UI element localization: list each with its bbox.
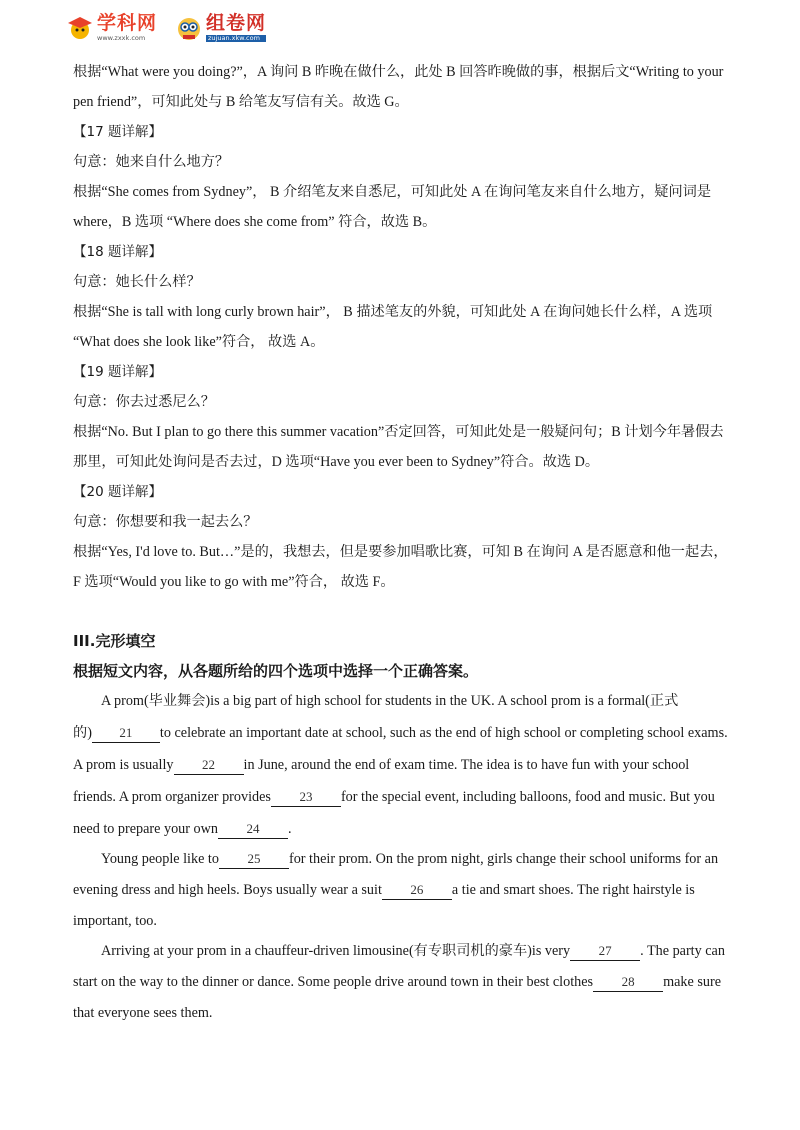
blank-26: 26	[382, 882, 452, 900]
text-line: 根据“She is tall with long curly brown hair”， B 描述笔友的外貌，可知此处 A 在询问她长什么样，A 选项	[73, 304, 713, 320]
passage-line: Arriving at your prom in a chauffeur-driven limousine(有专职司机的豪车)is very 27 . The party can	[101, 943, 725, 959]
blank-21: 21	[92, 725, 160, 743]
text-line: 根据“She comes from Sydney”， B 介绍笔友来自悉尼，可知此处 A 在询问笔友来自什么地方，疑问词是	[73, 184, 712, 200]
passage-line: A prom(毕业舞会)is a big part of high school for students in the UK. A school prom is a formal(正式	[101, 693, 679, 709]
passage-line: need to prepare your own 24 .	[73, 821, 292, 837]
blank-24: 24	[218, 821, 288, 839]
question-heading: 【20 题详解】	[73, 484, 162, 500]
logo-url: www.zxxk.com	[97, 34, 146, 43]
passage-line: evening dress and high heels. Boys usually wear a suit 26 a tie and smart shoes. The right hairstyle is	[73, 882, 695, 898]
passage-line: that everyone sees them.	[73, 1005, 213, 1021]
text-line: 句意：她长什么样？	[73, 274, 201, 290]
blank-23: 23	[271, 789, 341, 807]
graduation-cap-icon	[66, 14, 94, 42]
logo-name: 学科网	[97, 12, 158, 35]
text-line: “What does she look like”符合， 故选 A。	[73, 334, 325, 350]
text-line: 句意：你去过悉尼么？	[73, 394, 215, 410]
text-line: pen friend”，可知此处与 B 给笔友写信有关。故选 G。	[73, 94, 409, 110]
question-heading: 【17 题详解】	[73, 124, 162, 140]
text-line: 那里，可知此处询问是否去过，D 选项“Have you ever been to Sydney”符合。故选 D。	[73, 454, 600, 470]
passage-line: important, too.	[73, 913, 157, 929]
page-header	[66, 10, 284, 46]
blank-22: 22	[174, 757, 244, 775]
blank-27: 27	[570, 943, 640, 961]
question-heading: 【18 题详解】	[73, 244, 162, 260]
section-instruction: 根据短文内容，从各题所给的四个选项中选择一个正确答案。	[73, 662, 479, 680]
text-line: 句意：她来自什么地方？	[73, 154, 230, 170]
text-line: where，B 选项 “Where does she come from” 符合，故选 B。	[73, 214, 437, 230]
text-line: 根据“What were you doing?”，A 询问 B 昨晚在做什么，此处 B 回答昨晚做的事，根据后文“Writing to your	[73, 64, 724, 80]
passage-line: start on the way to the dinner or dance. Some people drive around town in their best clothes 28 make sure	[73, 974, 721, 990]
text-line: 根据“Yes, I'd love to. But…”是的，我想去，但是要参加唱歌比赛，可知 B 在询问 A 是否愿意和他一起去，	[73, 544, 728, 560]
owl-icon	[175, 14, 203, 42]
logo-name: 组卷网	[206, 12, 267, 35]
blank-25: 25	[219, 851, 289, 869]
text-line: 根据“No. But I plan to go there this summer vacation”否定回答，可知此处是一般疑问句；B 计划今年暑假去	[73, 424, 724, 440]
passage-line: A prom is usually 22 in June, around the end of exam time. The idea is to have fun with your school	[73, 757, 690, 773]
xuekewang-logo	[66, 14, 157, 42]
text-line: 句意：你想要和我一起去么？	[73, 514, 258, 530]
passage-line: friends. A prom organizer provides 23 for the special event, including balloons, food and music. But you	[73, 789, 715, 805]
passage-line: Young people like to 25 for their prom. On the prom night, girls change their school uniforms for an	[101, 851, 719, 867]
passage-line: 的) 21 to celebrate an important date at school, such as the end of high school or completing school exams.	[73, 725, 728, 741]
question-heading: 【19 题详解】	[73, 364, 162, 380]
zujuanwang-logo	[175, 14, 266, 42]
section-title: III.完形填空	[73, 632, 156, 650]
text-line: F 选项“Would you like to go with me”符合， 故选 F。	[73, 574, 395, 590]
blank-28: 28	[593, 974, 663, 992]
logo-url: zujuan.xkw.com	[206, 35, 266, 42]
